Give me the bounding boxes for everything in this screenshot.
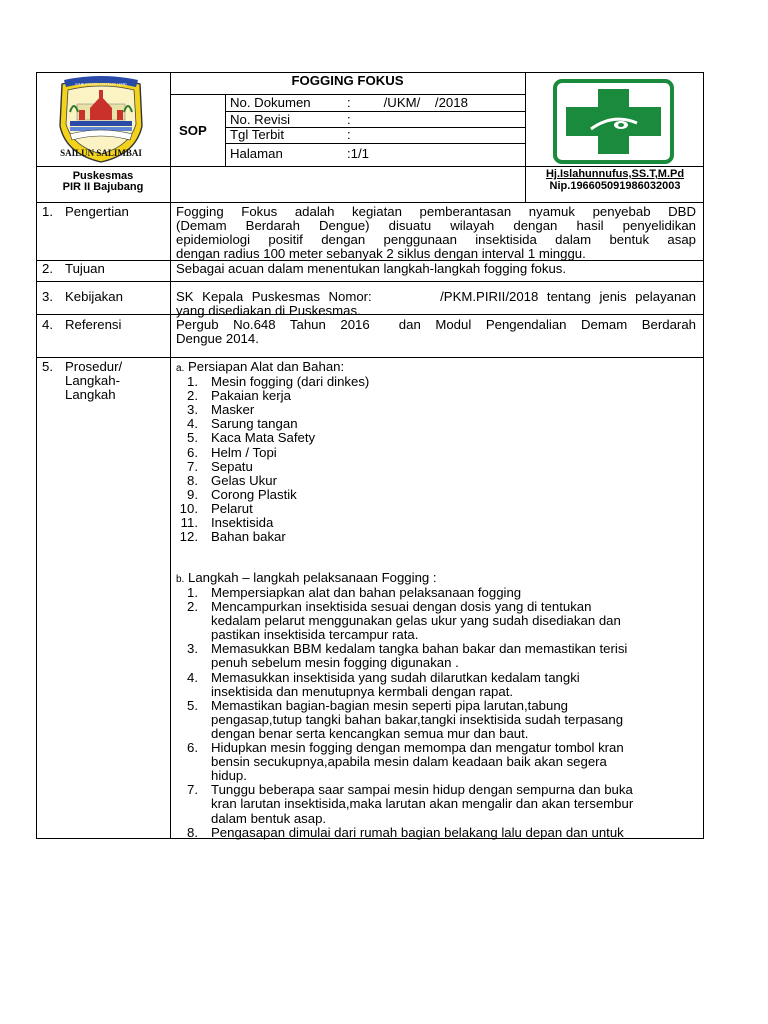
list-item-text: Memasukkan BBM kedalam tangka bahan bakar dan memastikan terisi [211,641,628,657]
list-item-text: Kaca Mata Safety [211,430,316,446]
list-item-text: dengan benar serta kencangkan semua mur dan baut. [211,725,529,741]
list-item-text: insektisida dan menutupnya kermbali dengan rapat. [211,683,514,699]
column-divider [170,72,171,839]
meta-label-page: Halaman [230,146,283,161]
section-number: 1. [42,204,53,219]
meta-value-issue-date: : [347,127,351,142]
list-item-text: Corong Plastik [211,486,297,502]
list-item-text: pastikan insektisida tercampur rata. [211,627,419,643]
list-item-number: 4. [187,669,198,685]
meta-label-issue-date: Tgl Terbit [230,127,284,142]
list-item-number: 7. [187,782,198,798]
section-divider [36,357,703,358]
list-item-text: Pakaian kerja [211,388,291,404]
list-item-text: Pelarut [211,500,253,516]
list-item-text: Memastikan bagian-bagian mesin seperti pipa larutan,tabung [211,697,569,713]
list-item-number: 5. [187,697,198,713]
policy-text: yang disediakan di Puskesmas. [176,303,361,318]
definition-text: Fogging Fokus adalah kegiatan pemberantasan nyamuk penyebab DBD [176,204,696,219]
list-item-number: 8. [187,824,198,840]
document-title: FOGGING FOKUS [291,73,404,88]
definition-text: dengan radius 100 meter sebanyak 2 siklus dengan interval 1 minggu. [176,246,586,261]
section-number: 3. [42,289,53,304]
list-item-number: 7. [187,458,198,474]
list-item-number: 5. [187,430,198,446]
subsection-marker: b. [176,574,185,585]
list-item-text: Sarung tangan [211,416,298,432]
definition-text: epidemiologi positif dengan penggunaan insektisida dalam bentuk asap [176,232,696,247]
section-number: 2. [42,261,53,276]
reference-text: Dengue 2014. [176,331,259,346]
health-cross-logo [553,79,674,164]
list-item-text: dalam bentuk asap. [211,810,327,826]
subsection-marker: a. [176,363,185,374]
meta-value-page: :1/1 [347,146,369,161]
puskesmas-caption: Puskesmas [72,170,134,182]
section-number: 4. [42,317,53,332]
list-item-text: Memasukkan insektisida yang sudah dilarutkan kedalam tangki [211,669,580,685]
list-item-text: hidup. [211,768,247,784]
list-item-text: Sepatu [211,458,253,474]
list-item-number: 6. [187,444,198,460]
section-divider [36,281,703,282]
signatory-name: Hj.Islahunnufus,SS.T,M.Pd [545,168,685,180]
list-item-number: 10. [179,500,198,516]
logo-column-divider [525,72,526,202]
svg-text:KABUPATEN BATANG HARI: KABUPATEN BATANG HARI [75,81,127,87]
meta-label-document-number: No. Dokumen [230,95,311,110]
regency-logo [50,76,152,164]
list-item-text: Tunggu beberapa saar sampai mesin hidup dengan sempurna dan buka [211,782,633,798]
list-item-text: Mempersiapkan alat dan bahan pelaksanaan fogging [211,585,522,600]
list-item-number: 6. [187,740,198,756]
sop-label: SOP [179,123,207,138]
list-item-text: penuh sebelum mesin fogging digunakan . [211,655,459,671]
list-item-number: 1. [187,585,198,600]
section-label: Kebijakan [65,289,123,304]
list-item-text: bensin secukupnya,apabila mesin dalam keadaan baik akan segera [211,754,607,770]
sop-column-divider [225,94,226,166]
section-number: 5. [42,359,53,374]
section-label: Prosedur/ [65,359,123,374]
list-item-text: Helm / Topi [211,444,277,460]
list-item-text: Pengasapan dimulai dari rumah bagian belakang lalu depan dan untuk [211,824,624,840]
list-item-text: Gelas Ukur [211,472,277,488]
list-item-text: Insektisida [211,515,274,530]
list-item-text: kran larutan insektisida,maka larutan akan mengalir dan akan tersembur [211,796,634,812]
list-item-number: 8. [187,472,198,488]
meta-value-document-number: : /UKM/ /2018 [347,95,468,110]
list-item-number: 2. [187,388,198,404]
section-label: Langkah [65,387,116,402]
list-item-number: 11. [180,515,198,530]
purpose-text: Sebagai acuan dalam menentukan langkah-langkah fogging fokus. [176,261,567,276]
svg-text:SAILUN SALIMBAI: SAILUN SALIMBAI [60,148,142,158]
subsection-title: Persiapan Alat dan Bahan: [188,359,345,374]
list-item-number: 2. [187,599,198,615]
definition-text: (Demam Berdarah Dengue) disuatu wilayah dengan hasil penyelidikan [176,218,696,233]
subsection-title: Langkah – langkah pelaksanaan Fogging : [188,570,437,585]
list-item-text: Bahan bakar [211,529,286,545]
list-item-number: 9. [187,486,198,502]
meta-value-revision: : [347,112,351,127]
list-item-text: Mesin fogging (dari dinkes) [211,374,370,389]
list-item-number: 3. [187,402,198,418]
header-row-divider [36,166,703,167]
list-item-number: 1. [187,374,198,389]
policy-text: SK Kepala Puskesmas Nomor: /PKM.PIRII/2018 tentang jenis pelayanan [176,289,696,304]
list-item-text: Hidupkan mesin fogging dengan memompa dan mengatur tombol kran [211,740,624,756]
header-bottom-border [36,202,703,203]
section-label: Referensi [65,317,122,332]
list-item-text: kedalam pelarut menggunakan gelas ukur yang sudah disediakan dan [211,613,621,629]
list-item-text: pengasap,tutup tangki bahan bakar,tangki insektisida sudah terpasang [211,711,624,727]
list-item-text: Mencampurkan insektisida sesuai dengan dosis yang di tentukan [211,599,592,615]
table-border-right [703,72,704,839]
list-item-number: 4. [187,416,198,432]
section-label: Pengertian [65,204,129,219]
reference-text: Pergub No.648 Tahun 2016 dan Modul Pengendalian Demam Berdarah [176,317,696,332]
section-divider [36,314,703,315]
list-item-number: 3. [187,641,198,657]
list-item-text: Masker [211,402,255,418]
section-label: Langkah- [65,373,120,388]
meta-row-divider [225,143,525,144]
meta-label-revision: No. Revisi [230,112,291,127]
puskesmas-caption: PIR II Bajubang [62,181,144,193]
section-label: Tujuan [65,261,105,276]
signatory-nip: Nip.196605091986032003 [549,180,681,192]
list-item-number: 12. [179,529,198,545]
